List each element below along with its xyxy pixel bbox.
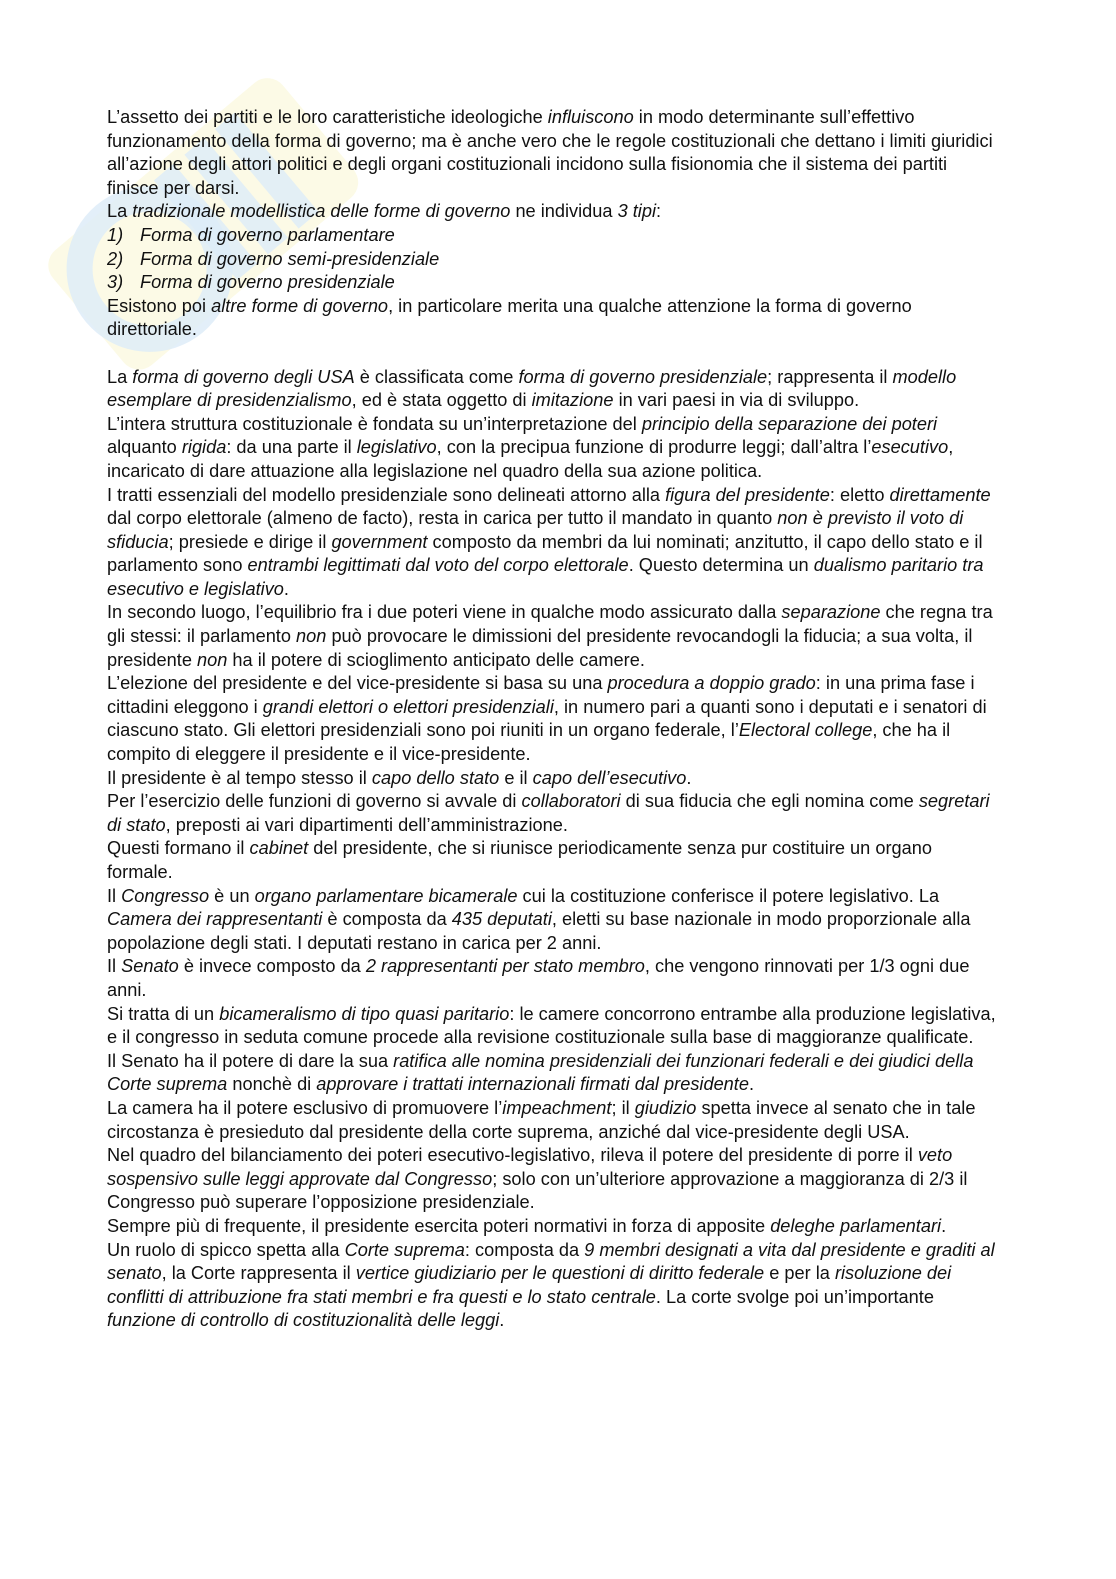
paragraph: Per l’esercizio delle funzioni di governo si avvale di collaboratori di sua fiducia che egli nomina come segretari di stato, preposti ai vari dipartimenti dell’amministrazione. — [107, 791, 990, 835]
paragraph: L’elezione del presidente e del vice-presidente si basa su una procedura a doppio grado: in una prima fase i cittadini eleggono i grandi elettori o elettori presidenziali, in numero pari a quanti sono i deputati e i senatori di ciascuno stato. Gli elettori presidenziali sono poi riuniti in un organo federale, l’Electoral college, che ha il compito di eleggere il presidente e il vice-presidente. — [107, 673, 987, 765]
paragraph: Il presidente è al tempo stesso il capo dello stato e il capo dell’esecutivo. — [107, 767, 692, 788]
paragraph: In secondo luogo, l’equilibrio fra i due poteri viene in qualche modo assicurato dalla separazione che regna tra gli stessi: il parlamento non può provocare le dimissioni del presidente revocandogli la fiducia; a sua volta, il presidente non ha il potere di scioglimento anticipato delle camere. — [107, 602, 993, 670]
paragraph: L’intera struttura costituzionale è fondata su un’interpretazione del principio della separazione dei poteri alquanto rigida: da una parte il legislativo, con la precipua funzione di produrre leggi; dall’altra l’esecutivo, incaricato di dare attuazione alla legislazione nel quadro della sua azione politica. — [107, 413, 954, 481]
paragraph: Questi formano il cabinet del presidente, che si riunisce periodicamente senza pur costituire un organo formale. — [107, 838, 932, 882]
paragraph: L’assetto dei partiti e le loro caratteristiche ideologiche influiscono in modo determinante sull’effettivo funzionamento della forma di governo; ma è anche vero che le regole costituzionali che dettano i limiti giuridici all’azione degli attori politici e degli organi costituzionali incidono sulla fisionomia che il sistema dei partiti finisce per darsi. — [107, 107, 993, 198]
list — [107, 224, 1002, 295]
paragraph: Esistono poi altre forme di governo, in particolare merita una qualche attenzione la forma di governo direttoriale. — [107, 295, 912, 340]
paragraph: Il Senato ha il potere di dare la sua ratifica alle nomina presidenziali dei funzionari federali e dei giudici della Corte suprema nonchè di approvare i trattati internazionali firmati dal presidente. — [107, 1050, 974, 1095]
paragraph: I tratti essenziali del modello presidenziale sono delineati attorno alla figura del presidente: eletto direttamente dal corpo elettorale (almeno de facto), resta in carica per tutto il mandato in quanto non è previsto il voto di sfiducia; presiede e dirige il government composto da membri da lui nominati; anzitutto, il capo dello stato e il parlamento sono entrambi legittimati dal voto del corpo elettorale. Questo determina un dualismo paritario tra esecutivo e legislativo. — [107, 484, 991, 599]
paragraph: La camera ha il potere esclusivo di promuovere l’impeachment; il giudizio spetta invece al senato che in tale circostanza è presieduto dal presidente della corte suprema, anziché dal vice-presidente degli USA. — [107, 1097, 976, 1142]
list-item: 2) Forma di governo semi-presidenziale — [107, 248, 440, 269]
paragraph: Si tratta di un bicameralismo di tipo quasi paritario: le camere concorrono entrambe alla produzione legislativa, e il congresso in seduta comune procede alla revisione costituzionale sulla base di maggioranze qualificate. — [107, 1003, 996, 1048]
document-body — [107, 106, 1002, 1333]
paragraph: Sempre più di frequente, il presidente esercita poteri normativi in forza di apposite deleghe parlamentari. — [107, 1215, 947, 1236]
paragraph: La forma di governo degli USA è classificata come forma di governo presidenziale; rappresenta il modello esemplare di presidenzialismo, ed è stata oggetto di imitazione in vari paesi in via di sviluppo. — [107, 366, 957, 411]
list-item: 1) Forma di governo parlamentare — [107, 224, 395, 245]
list-item: 3) Forma di governo presidenziale — [107, 272, 395, 293]
paragraph: Un ruolo di spicco spetta alla Corte suprema: composta da 9 membri designati a vita dal presidente e graditi al senato, la Corte rappresenta il vertice giudiziario per le questioni di diritto federale e per la risoluzione dei conflitti di attribuzione fra stati membri e fra questi e lo stato centrale. La corte svolge poi un’importante funzione di controllo di costituzionalità delle leggi. — [107, 1239, 995, 1331]
paragraph: La tradizionale modellistica delle forme di governo ne individua 3 tipi: — [107, 201, 662, 222]
paragraph: Il Senato è invece composto da 2 rappresentanti per stato membro, che vengono rinnovati per 1/3 ogni due anni. — [107, 956, 970, 1000]
paragraph: Nel quadro del bilanciamento dei poteri esecutivo-legislativo, rileva il potere del presidente di porre il veto sospensivo sulle leggi approvate dal Congresso; solo con un’ulteriore approvazione a maggioranza di 2/3 il Congresso può superare l’opposizione presidenziale. — [107, 1145, 968, 1213]
paragraph: Il Congresso è un organo parlamentare bicamerale cui la costituzione conferisce il potere legislativo. La Camera dei rappresentanti è composta da 435 deputati, eletti su base nazionale in modo proporzionale alla popolazione degli stati. I deputati restano in carica per 2 anni. — [107, 885, 971, 953]
